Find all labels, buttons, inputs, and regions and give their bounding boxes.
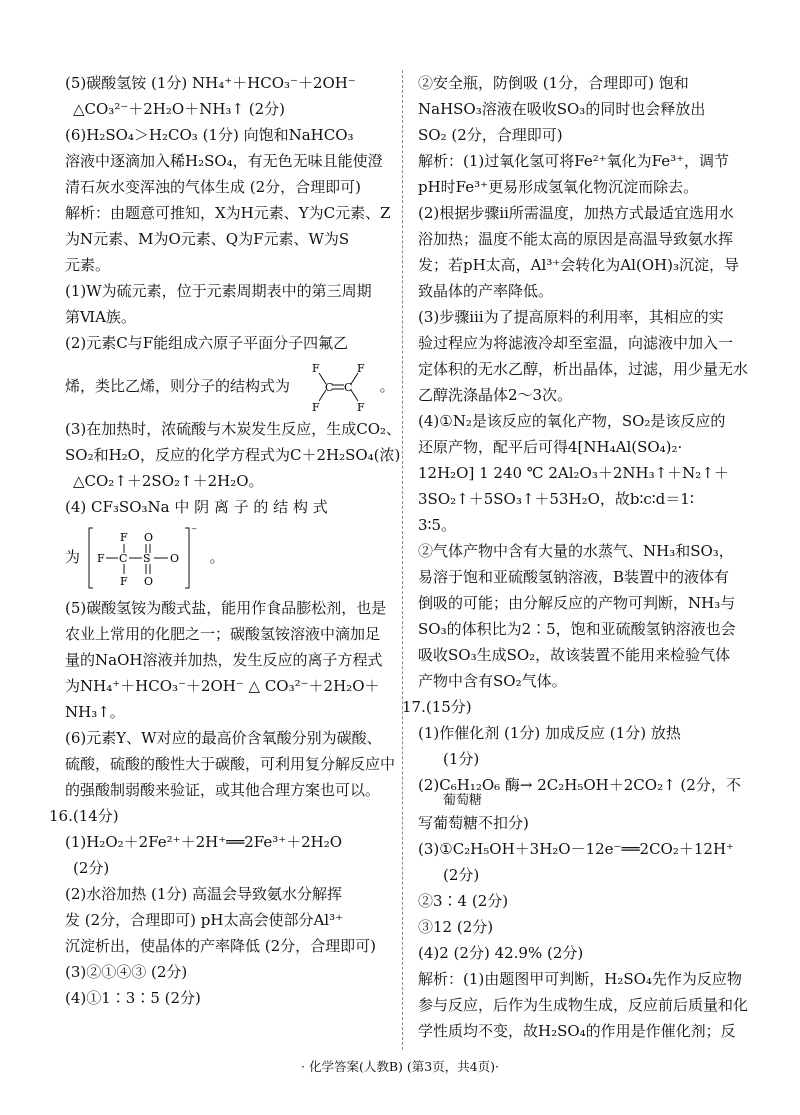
text-line: 参与反应，后作为生成物生成，反应前后质量和化 [418,996,749,1014]
text-line: 定体积的无水乙醇，析出晶体，过滤，用少量无水 [418,360,749,378]
text-line: 为NH₄⁺＋HCO₃⁻＋2OH⁻ △ CO₃²⁻＋2H₂O＋ [65,677,380,695]
atom-label: O [143,531,153,544]
text-line: 乙醇洗涤晶体2～3次。 [418,386,573,404]
atom-label: F [119,575,128,588]
text-line: 量的NaOH溶液并加热，发生反应的离子方程式 [65,651,383,669]
text-line: (2)C₆H₁₂O₆ 酶→ 2C₂H₅OH＋2CO₂↑ (2分，不 [418,776,741,794]
text-line: (1分) [443,750,480,768]
charge-label: ⁻ [190,524,198,538]
trifluoromethanesulfonate-structure [85,522,205,594]
text-line: 的强酸制弱酸来验证，或其他合理方案也可以。 [65,781,381,799]
text-line: 写葡萄糖不扣分) [418,814,529,832]
text-line: 3∶5。 [418,516,456,534]
text-line: 12H₂O] 1 240 ℃ 2Al₂O₃＋2NH₃↑＋N₂↑＋ [418,464,729,482]
text-line: (4)①1∶3∶5 (2分) [65,989,201,1007]
tetrafluoroethylene-structure [295,360,375,414]
atom-label: F [96,552,105,565]
text-line: (2分) [443,866,480,884]
text-line: ②气体产物中含有大量的水蒸气、NH₃和SO₃， [418,542,734,560]
text-line: 葡萄糖 [443,793,483,808]
text-line: 第ⅥA族。 [65,308,136,326]
text-line: 硫酸，硫酸的酸性大于碳酸，可利用复分解反应中 [65,755,396,773]
text-line: ②3∶4 (2分) [418,892,509,910]
text-line: SO₂和H₂O，反应的化学方程式为C＋2H₂SO₄(浓) [65,446,401,464]
atom-label: F [119,531,128,544]
text-line: 倒吸的可能；由分解反应的产物可判断，NH₃与 [418,594,736,612]
text-line: (1)W为硫元素，位于元素周期表中的第三周期 [65,282,372,300]
question-heading: 16.(14分) [49,807,119,825]
text-line: 产物中含有SO₂气体。 [418,672,567,690]
text-line: 3SO₂↑＋5SO₃↑＋53H₂O，故b∶c∶d＝1∶ [418,490,694,508]
text-line: ③12 (2分) [418,918,494,936]
text-line: 解析：(1)过氧化氢可将Fe²⁺氧化为Fe³⁺，调节 [418,152,730,170]
text-line: SO₂ (2分，合理即可) [418,126,563,144]
text-line: (5)碳酸氢铵 (1分) NH₄⁺＋HCO₃⁻＋2OH⁻ [65,74,356,92]
text-line: ②安全瓶，防倒吸 (1分，合理即可) 饱和 [418,74,689,92]
text-line: (2)水浴加热 (1分) 高温会导致氨水分解挥 [65,885,343,903]
text-line: (5)碳酸氢铵为酸式盐，能用作食品膨松剂，也是 [65,599,387,617]
left-column [49,70,402,1011]
atom-label: O [169,552,179,565]
text-line: 致晶体的产率降低。 [418,282,554,300]
atom-label: O [143,575,153,588]
text-line: 烯，类比乙烯，则分子的结构式为 [65,377,291,395]
atom-label: F [311,401,320,414]
text-line: 学性质均不变，故H₂SO₄的作用是作催化剂；反 [418,1022,736,1040]
text-line: 农业上常用的化肥之一；碳酸氢铵溶液中滴加足 [65,625,381,643]
text-line: (3)在加热时，浓硫酸与木炭发生反应，生成CO₂、 [65,420,402,438]
text-line: 溶液中逐滴加入稀H₂SO₄，有无色无味且能使澄 [65,152,383,170]
text-line: (3)②①④③ (2分) [65,963,188,981]
atom-label: C [118,552,128,565]
text-line: NaHSO₃溶液在吸收SO₃的同时也会释放出 [418,100,706,118]
text-line: (1)H₂O₂＋2Fe²⁺＋2H⁺══2Fe³⁺＋2H₂O [65,833,343,851]
text-line: (3)步骤ⅲ为了提高原料的利用率，其相应的实 [418,308,724,326]
question-heading: 17.(15分) [402,698,472,716]
text-line: SO₃的体积比为2∶5，饱和亚硫酸氢钠溶液也会 [418,620,736,638]
text-line: (4)2 (2分) 42.9% (2分) [418,944,584,962]
column-divider [402,70,403,1050]
atom-label: S [142,552,151,565]
text-line: (2)根据步骤ⅱ所需温度，加热方式最适宜选用水 [418,204,734,222]
text-line: 吸收SO₃生成SO₂，故该装置不能用来检验气体 [418,646,731,664]
right-column [402,70,751,1044]
text-line: 还原产物，配平后可得4[NH₄Al(SO₄)₂· [418,438,683,456]
text-line: (6)H₂SO₄＞H₂CO₃ (1分) 向饱和NaHCO₃ [65,126,354,144]
text-line: (6)元素Y、W对应的最高价含氧酸分别为碳酸、 [65,729,382,747]
text-line: (1)作催化剂 (1分) 加成反应 (1分) 放热 [418,724,681,742]
text-line: (2)元素C与F能组成六原子平面分子四氟乙 [65,334,349,352]
text-line: 解析：由题意可推知，X为H元素、Y为C元素、Z [65,204,391,222]
atom-label: F [356,401,365,414]
page-footer: · 化学答案(人教B) (第3页，共4页)· [301,1059,499,1074]
text-line-with-structure: 烯，类比乙烯，则分子的结构式为 F F C C F F 。 [65,362,395,414]
atom-label: C [324,381,334,394]
atom-label: F [311,362,320,375]
text-line: 为 [65,548,81,566]
text-line: 发 (2分，合理即可) pH太高会使部分Al³⁺ [65,911,344,929]
text-line: △CO₂↑＋2SO₂↑＋2H₂O。 [73,472,264,490]
text-line: 沉淀析出，使晶体的产率降低 (2分，合理即可) [65,937,377,955]
text-line: 验过程应为将滤液冷却至室温，向滤液中加入一 [418,334,734,352]
text-line: 浴加热；温度不能太高的原因是高温导致氨水挥 [418,230,734,248]
text-line: 清石灰水变浑浊的气体生成 (2分，合理即可) [65,178,362,196]
text-line: (3)①C₂H₅OH＋3H₂O－12e⁻══2CO₂＋12H⁺ [418,840,734,858]
text-line: (4)①N₂是该反应的氧化产物，SO₂是该反应的 [418,412,726,430]
text-line: (2分) [73,859,110,877]
text-line-with-structure: 为 ⁻ F C F F S O O O 。 [65,520,387,595]
atom-label: F [356,362,365,375]
text-line: 易溶于饱和亚硫酸氢钠溶液，B装置中的液体有 [418,568,730,586]
text-line: 解析：(1)由题图甲可判断，H₂SO₄先作为反应物 [418,970,742,988]
text-line: 元素。 [65,256,111,274]
text-line: △CO₃²⁻＋2H₂O＋NH₃↑ (2分) [73,100,285,118]
text-line: NH₃↑。 [65,703,125,721]
text-line: 发；若pH太高，Al³⁺会转化为Al(OH)₃沉淀，导 [418,256,739,274]
text-line: pH时Fe³⁺更易形成氢氧化物沉淀而除去。 [418,178,699,196]
text-line: (4) CF₃SO₃Na 中 阴 离 子 的 结 构 式 [65,498,328,516]
atom-label: C [343,381,353,394]
text-line: 为N元素、M为O元素、Q为F元素、W为S [65,230,350,248]
